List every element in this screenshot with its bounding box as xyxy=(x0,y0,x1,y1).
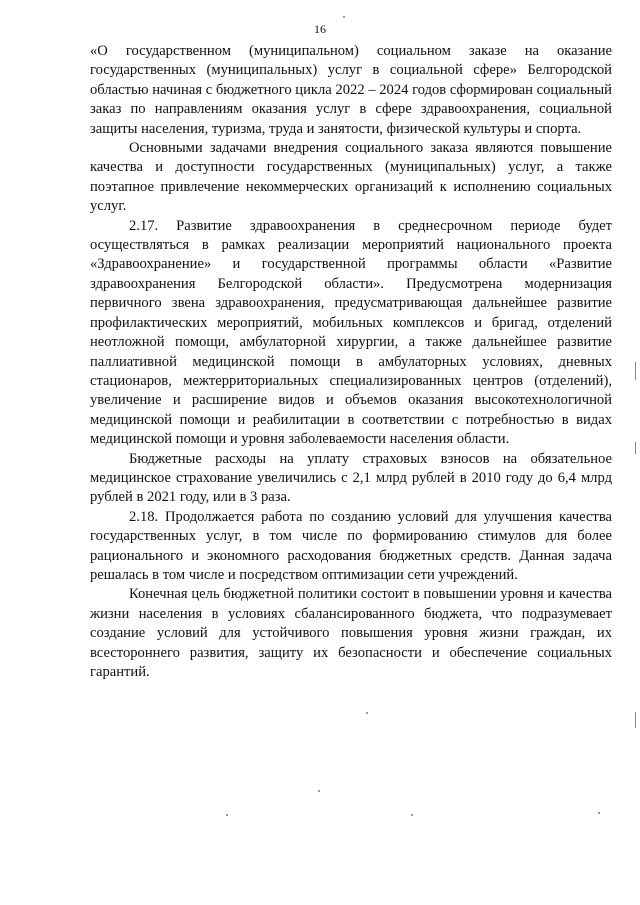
document-body xyxy=(90,42,612,682)
scan-speck xyxy=(318,790,320,792)
scan-speck xyxy=(226,814,228,816)
page-number: 16 xyxy=(314,22,326,36)
paragraph-social-order-goals: Основными задачами внедрения социального заказа являются повышение качества и доступности государственных (муниципальных) услуг, а также поэтапное привлечение некоммерческих организаций к исполнению социальных услуг. xyxy=(90,140,612,215)
paragraph-social-order-law: «О государственном (муниципальном) социальном заказе на оказание государственных (муниципальных) услуг в социальной сфере» Белгородской областью начиная с бюджетного цикла 2022 – 2024 годов сформирован социальный заказ по направлениям оказания услуг в сфере здравоохранения, социальной защиты населения, туризма, труда и занятости, физической культуры и спорта. xyxy=(90,43,612,137)
paragraph-insurance-expenses: Бюджетные расходы на уплату страховых взносов на обязательное медицинское страхование увеличились с 2,1 млрд рублей в 2010 году до 6,4 млрд рублей в 2021 году, или в 3 раза. xyxy=(90,450,612,506)
scan-margin-mark xyxy=(635,712,636,728)
paragraph-healthcare-development: 2.17. Развитие здравоохранения в среднесрочном периоде будет осуществляться в рамках реализации мероприятий национального проекта «Здравоохранение» и государственной программы области «Развитие здравоохранения Белгородской области». Предусмотрена модернизация первичного звена здравоохранения, предусматривающая дальнейшее развитие профилактических мероприятий, мобильных комплексов и бригад, отделений неотложной помощи, амбулаторной хирургии, а также дальнейшее развитие паллиативной медицинской помощи в амбулаторных условиях, дневных стационаров, межтерриториальных специализированных центров (отделений), увеличение и расширение видов и объемов оказания высокотехнологичной медицинской помощи и реабилитации в соответствии с потребностью в видах медицинской помощи и уровня заболеваемости населения области. xyxy=(90,217,612,448)
scan-speck xyxy=(598,812,600,814)
scan-speck xyxy=(343,16,345,18)
scan-margin-mark xyxy=(635,442,636,454)
scan-margin-mark xyxy=(635,362,636,380)
scan-speck xyxy=(411,814,413,816)
paragraph-policy-goal: Конечная цель бюджетной политики состоит в повышении уровня и качества жизни населения в условиях сбалансированного бюджета, что подразумевает создание условий для устойчивого повышения уровня жизни граждан, их всестороннего развития, защиту их безопасности и обеспечение социальных гарантий. xyxy=(90,586,612,680)
paragraph-service-quality: 2.18. Продолжается работа по созданию условий для улучшения качества государственных услуг, в том числе по формированию стимулов для более рационального и экономного расходования бюджетных средств. Данная задача решалась в том числе и посредством оптимизации сети учреждений. xyxy=(90,508,612,583)
scan-speck xyxy=(366,712,368,714)
